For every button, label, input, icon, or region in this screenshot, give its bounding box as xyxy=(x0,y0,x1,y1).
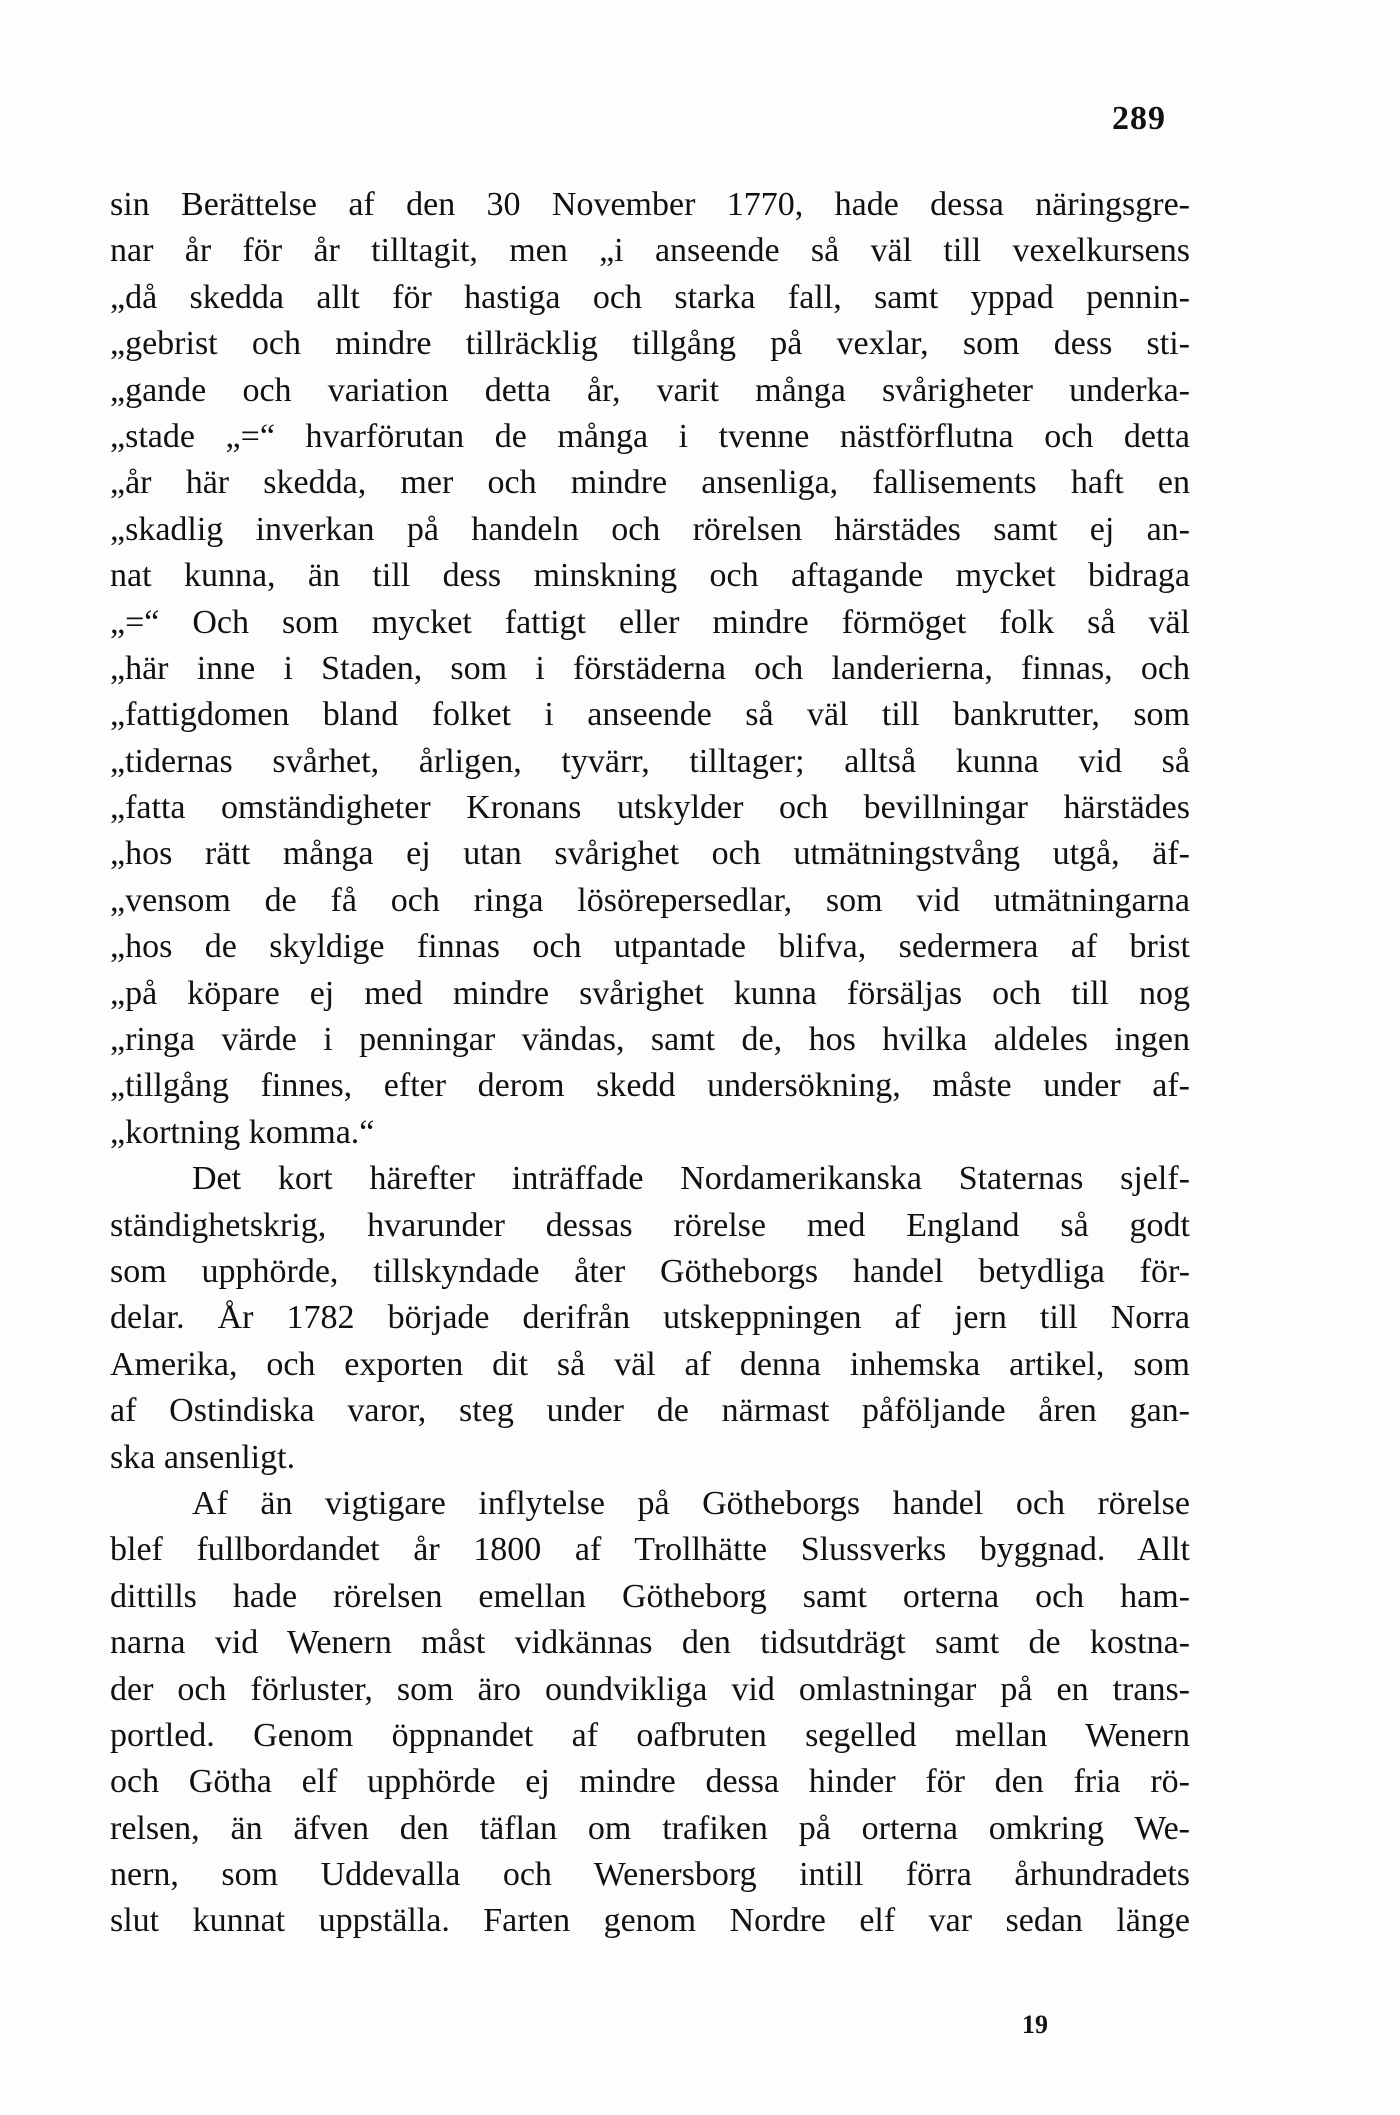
text-line: „hos de skyldige finnas och utpantade blifva, sedermera af brist xyxy=(110,928,1190,966)
text-line: „på köpare ej med mindre svårighet kunna försäljas och till nog xyxy=(110,974,1190,1012)
signature-mark: 19 xyxy=(1022,2010,1048,2039)
page-number: 289 xyxy=(1112,100,1166,137)
text-line: nar år för år tilltagit, men „i anseende så väl till vexelkursens xyxy=(110,232,1190,270)
text-line: ständighetskrig, hvarunder dessas rörelse med England så godt xyxy=(110,1206,1190,1244)
text-line: „kortning komma.“ xyxy=(110,1113,375,1151)
text-line: relsen, än äfven den täflan om trafiken på orterna omkring We- xyxy=(110,1809,1190,1847)
text-line: „tidernas svårhet, årligen, tyvärr, tilltager; alltså kunna vid så xyxy=(110,742,1190,780)
text-line: Amerika, och exporten dit så väl af denna inhemska artikel, som xyxy=(110,1345,1190,1383)
text-line: som upphörde, tillskyndade åter Götheborgs handel betydliga för- xyxy=(110,1252,1190,1290)
text-line: „fatta omständigheter Kronans utskylder och bevillningar härstädes xyxy=(110,789,1190,827)
text-line: slut kunnat uppställa. Farten genom Nordre elf var sedan länge xyxy=(110,1902,1190,1940)
text-line: ska ansenligt. xyxy=(110,1438,296,1476)
text-line: „skadlig inverkan på handeln och rörelsen härstädes samt ej an- xyxy=(110,510,1190,548)
text-line: „då skedda allt för hastiga och starka fall, samt yppad pennin- xyxy=(110,278,1190,316)
text-line: dittills hade rörelsen emellan Götheborg samt orterna och ham- xyxy=(110,1577,1190,1615)
text-line: och Götha elf upphörde ej mindre dessa hinder för den fria rö- xyxy=(110,1763,1190,1801)
text-line: narna vid Wenern måst vidkännas den tidsutdrägt samt de kostna- xyxy=(110,1624,1190,1662)
text-line: sin Berättelse af den 30 November 1770, hade dessa näringsgre- xyxy=(110,186,1190,223)
text-line: nat kunna, än till dess minskning och aftagande mycket bidraga xyxy=(110,557,1190,595)
text-line: Af än vigtigare inflytelse på Götheborgs handel och rörelse xyxy=(192,1484,1190,1522)
text-line: „hos rätt många ej utan svårighet och utmätningstvång utgå, äf- xyxy=(110,835,1190,873)
text-line: „gande och variation detta år, varit många svårigheter underka- xyxy=(110,371,1190,409)
text-line: „=“ Och som mycket fattigt eller mindre förmöget folk så väl xyxy=(110,603,1190,641)
text-line: „vensom de få och ringa lösörepersedlar, som vid utmätningarna xyxy=(110,881,1190,919)
text-line: af Ostindiska varor, steg under de närmast påföljande åren gan- xyxy=(110,1392,1190,1430)
text-line: „här inne i Staden, som i förstäderna och landerierna, finnas, och xyxy=(110,649,1190,687)
text-line: portled. Genom öppnandet af oafbruten segelled mellan Wenern xyxy=(110,1716,1190,1754)
text-line: nern, som Uddevalla och Wenersborg intill förra århundradets xyxy=(110,1856,1190,1894)
text-line: blef fullbordandet år 1800 af Trollhätte Slussverks byggnad. Allt xyxy=(110,1531,1190,1569)
text-line: „ringa värde i penningar vändas, samt de, hos hvilka aldeles ingen xyxy=(110,1021,1190,1059)
text-line: delar. År 1782 började derifrån utskeppningen af jern till Norra xyxy=(110,1299,1190,1337)
text-line: der och förluster, som äro oundvikliga vid omlastningar på en trans- xyxy=(110,1670,1190,1708)
body-text xyxy=(110,182,1190,1945)
text-line: „gebrist och mindre tillräcklig tillgång på vexlar, som dess sti- xyxy=(110,325,1190,363)
text-line: „år här skedda, mer och mindre ansenliga, fallisements haft en xyxy=(110,464,1190,502)
text-line: „fattigdomen bland folket i anseende så väl till bankrutter, som xyxy=(110,696,1190,734)
text-line: „stade „=“ hvarförutan de många i tvenne nästförflutna och detta xyxy=(110,417,1190,455)
text-line: Det kort härefter inträffade Nordamerikanska Staternas sjelf- xyxy=(192,1160,1190,1198)
text-line: „tillgång finnes, efter derom skedd undersökning, måste under af- xyxy=(110,1067,1190,1105)
